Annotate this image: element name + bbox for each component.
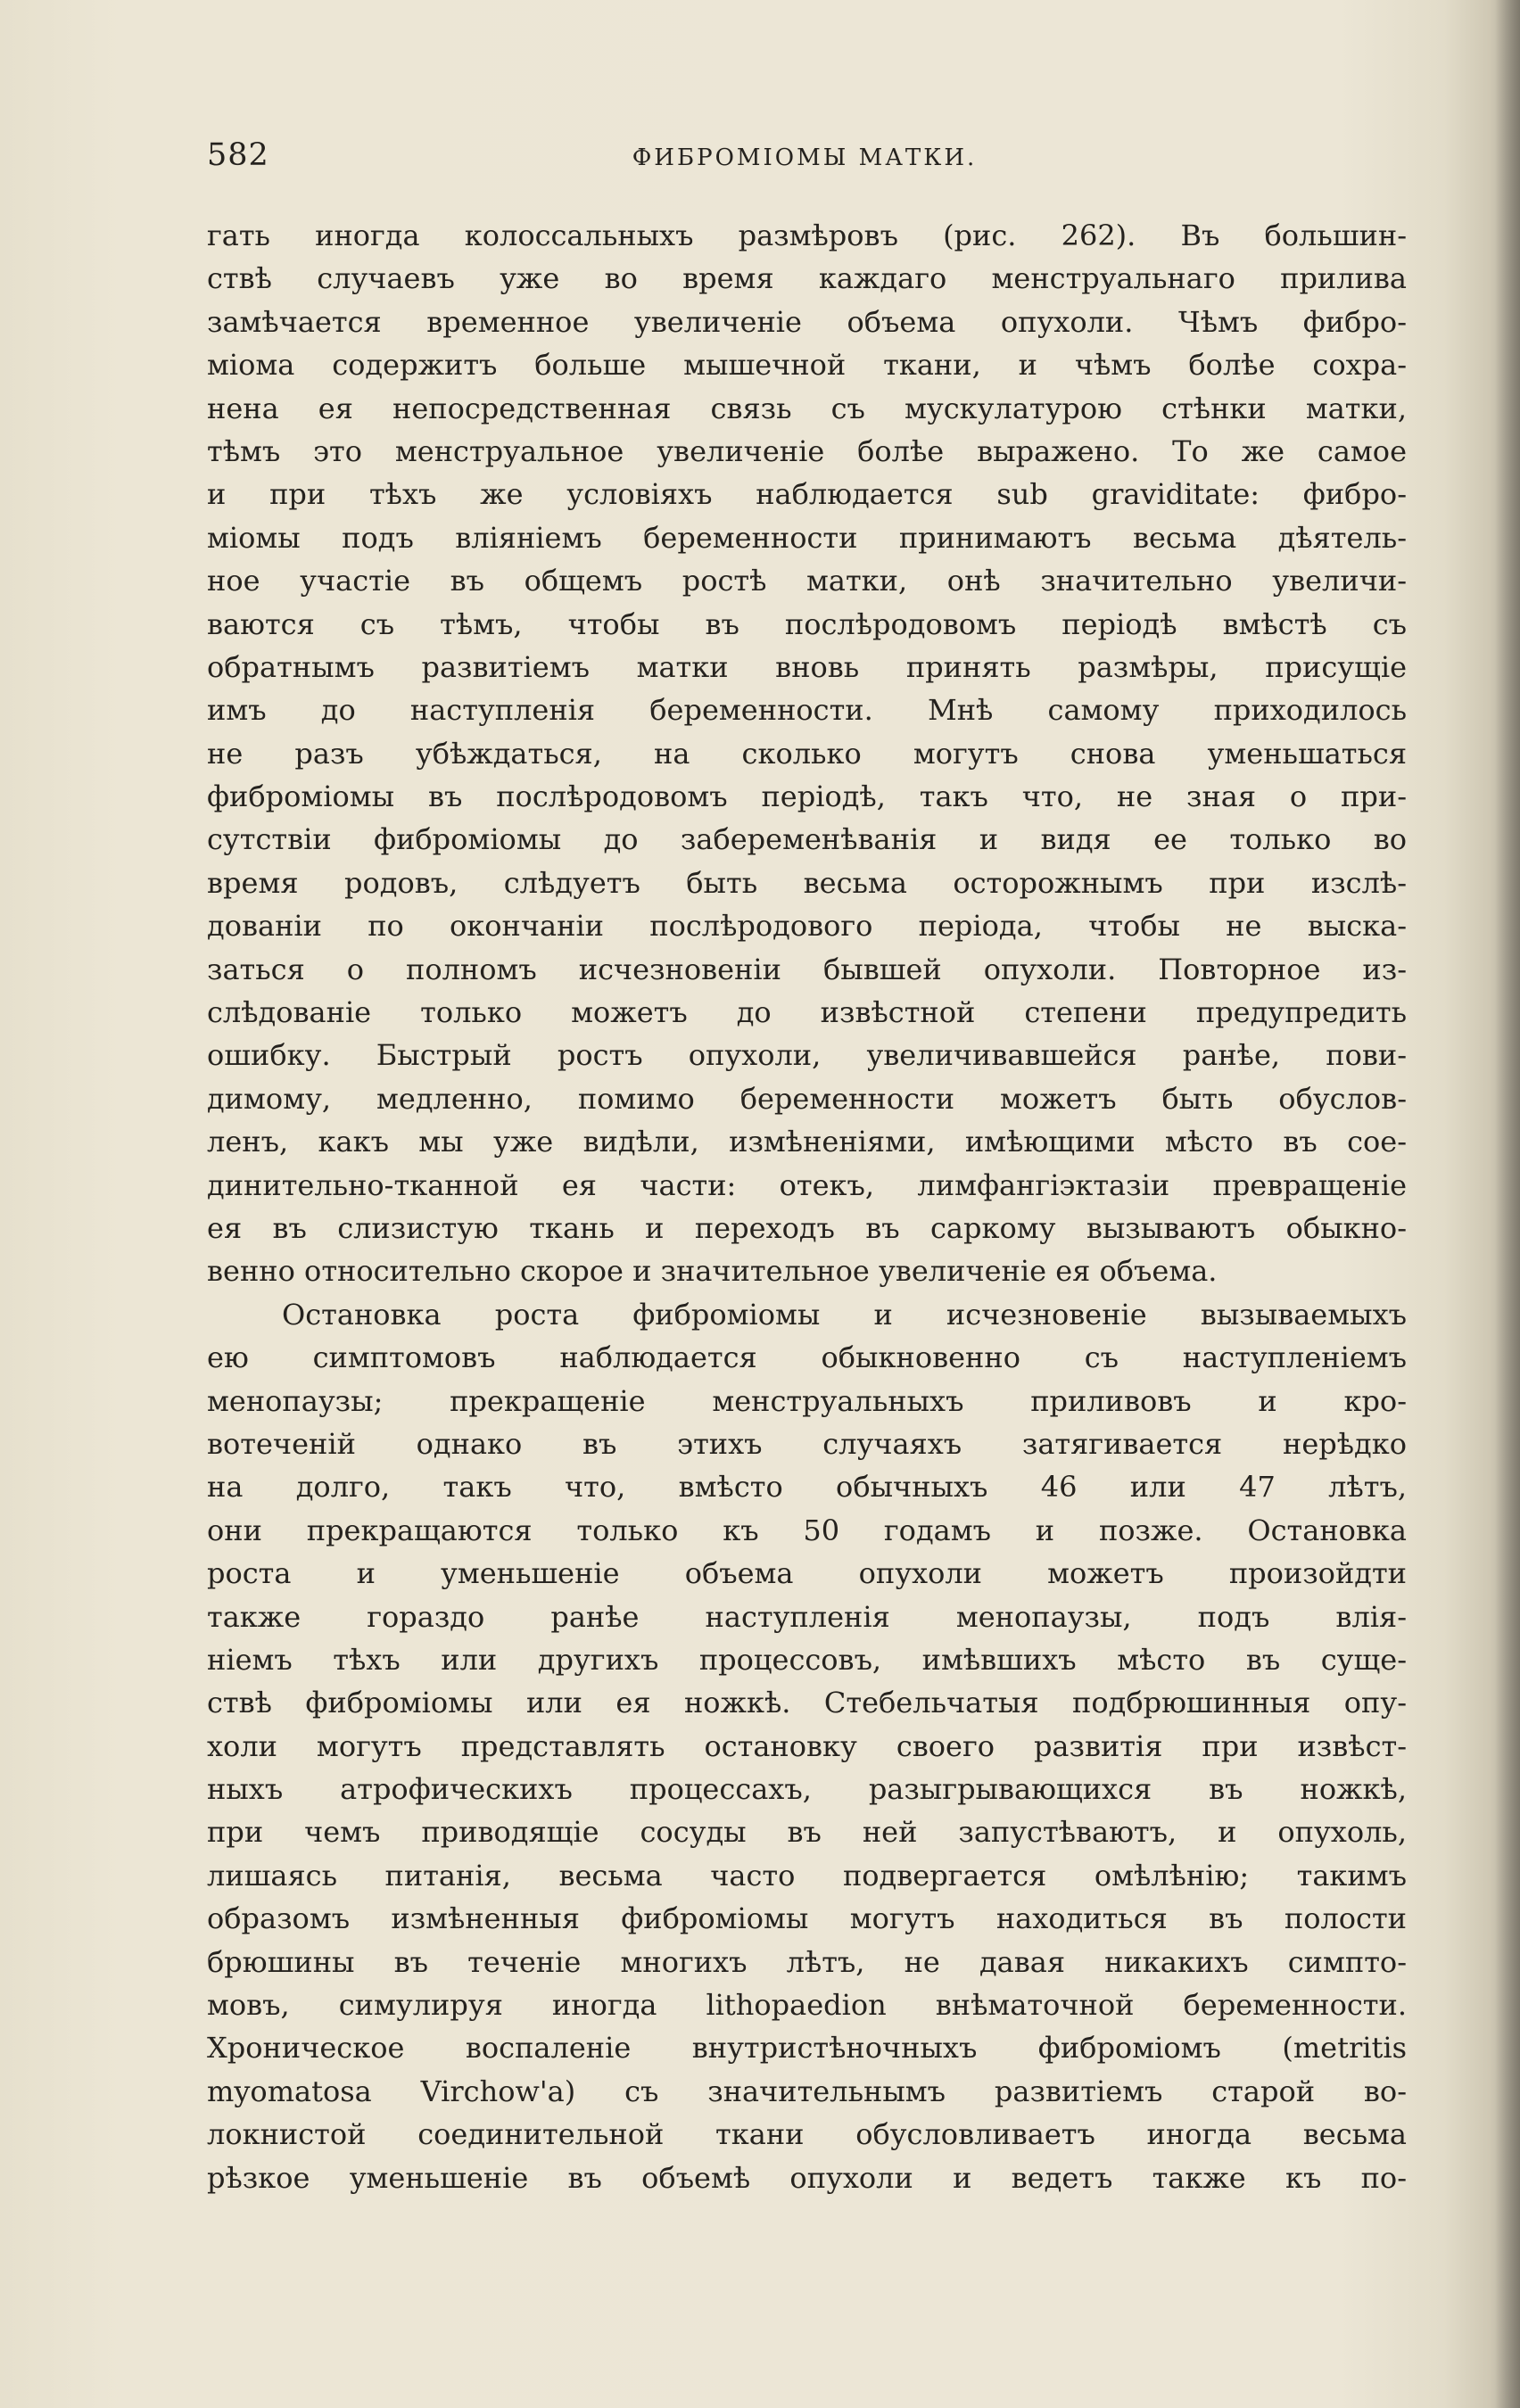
text-line: имъ до наступленія беременности. Мнѣ самому приходилось xyxy=(207,693,1407,728)
text-line: мовъ, симулируя иногда lithopaedion внѣматочной беременности. xyxy=(207,1988,1407,2023)
text-line: димому, медленно, помимо беременности можетъ быть обуслов- xyxy=(207,1081,1407,1116)
text-line: они прекращаются только къ 50 годамъ и позже. Остановка xyxy=(207,1513,1407,1547)
text-line: ствѣ фиброміомы или ея ножкѣ. Стебельчатыя подбрюшинныя опу- xyxy=(207,1686,1407,1720)
text-line: myomatosa Virchow'а) съ значительнымъ развитіемъ старой во- xyxy=(207,2074,1407,2108)
text-line: ніемъ тѣхъ или другихъ процессовъ, имѣвшихъ мѣсто въ суще- xyxy=(207,1642,1407,1677)
text-line: холи могутъ представлять остановку своего развитія при извѣст- xyxy=(207,1728,1407,1763)
text-line: также гораздо ранѣе наступленія менопаузы, подъ влія- xyxy=(207,1599,1407,1634)
text-line: гать иногда колоссальныхъ размѣровъ (рис. 262). Въ большин- xyxy=(207,219,1407,252)
page-number: 582 xyxy=(207,137,269,173)
text-line: замѣчается временное увеличеніе объема опухоли. Чѣмъ фибро- xyxy=(207,304,1407,339)
text-line: на долго, такъ что, вмѣсто обычныхъ 46 или 47 лѣтъ, xyxy=(207,1470,1407,1505)
text-line: фиброміомы въ послѣродовомъ періодѣ, такъ что, не зная о при- xyxy=(207,779,1407,814)
text-line: локнистой соединительной ткани обусловливаетъ иногда весьма xyxy=(207,2117,1407,2152)
paragraph-end-line: венно относительно скорое и значительное увеличеніе ея объема. xyxy=(207,1254,1218,1289)
text-line: ствѣ случаевъ уже во время каждаго менструальнаго прилива xyxy=(207,261,1407,296)
text-line: ныхъ атрофическихъ процессахъ, разыгрывающихся въ ножкѣ, xyxy=(207,1772,1407,1807)
text-line: ею симптомовъ наблюдается обыкновенно съ наступленіемъ xyxy=(207,1340,1407,1375)
text-line: нена ея непосредственная связь съ мускулатурою стѣнки матки, xyxy=(207,391,1407,425)
paragraph-start-line: Остановка роста фиброміомы и исчезновеніе вызываемыхъ xyxy=(282,1297,1407,1332)
text-line: ное участіе въ общемъ ростѣ матки, онѣ значительно увеличи- xyxy=(207,564,1407,598)
text-line: динительно-тканной ея части: отекъ, лимфангіэктазіи превращеніе xyxy=(207,1167,1407,1202)
text-line: менопаузы; прекращеніе менструальныхъ приливовъ и кро- xyxy=(207,1383,1407,1418)
text-line: ошибку. Быстрый ростъ опухоли, увеличивавшейся ранѣе, пови- xyxy=(207,1038,1407,1073)
text-line: міома содержитъ больше мышечной ткани, и чѣмъ болѣе сохра- xyxy=(207,348,1407,383)
page-edge-shadow xyxy=(1495,0,1520,2408)
text-line: міомы подъ вліяніемъ беременности принимаютъ весьма дѣятель- xyxy=(207,520,1407,555)
text-line: лишаясь питанія, весьма часто подвергается омѣлѣнію; такимъ xyxy=(207,1858,1407,1893)
text-line: заться о полномъ исчезновеніи бывшей опухоли. Повторное из- xyxy=(207,952,1407,986)
text-line: образомъ измѣненныя фиброміомы могутъ находиться въ полости xyxy=(207,1901,1407,1936)
text-line: время родовъ, слѣдуетъ быть весьма осторожнымъ при изслѣ- xyxy=(207,865,1407,900)
text-line: вотеченій однако въ этихъ случаяхъ затягивается нерѣдко xyxy=(207,1426,1407,1461)
text-line: и при тѣхъ же условіяхъ наблюдается sub graviditate: фибро- xyxy=(207,477,1407,512)
text-line: сутствіи фиброміомы до забеременѣванія и видя ее только во xyxy=(207,822,1407,857)
page-header xyxy=(207,134,1402,178)
body-text xyxy=(207,214,1407,2199)
text-line: дованіи по окончаніи послѣродового періода, чтобы не выска- xyxy=(207,909,1407,944)
text-line: ея въ слизистую ткань и переходъ въ саркому вызываютъ обыкно- xyxy=(207,1210,1407,1245)
text-line: слѣдованіе только можетъ до извѣстной степени предупредить xyxy=(207,995,1407,1030)
text-line: обратнымъ развитіемъ матки вновь принять размѣры, присущіе xyxy=(207,649,1407,684)
running-title: ФИБРОМІОМЫ МАТКИ. xyxy=(632,144,978,171)
text-line: ленъ, какъ мы уже видѣли, измѣненіями, имѣющими мѣсто въ сое- xyxy=(207,1125,1407,1159)
text-line: роста и уменьшеніе объема опухоли можетъ произойдти xyxy=(207,1556,1407,1591)
text-line: при чемъ приводящіе сосуды въ ней запустѣваютъ, и опухоль, xyxy=(207,1815,1407,1850)
text-line: не разъ убѣждаться, на сколько могутъ снова уменьшаться xyxy=(207,736,1407,771)
text-line: Хроническое воспаленіе внутристѣночныхъ фиброміомъ (metritis xyxy=(207,2031,1407,2066)
text-line: ваются съ тѣмъ, чтобы въ послѣродовомъ періодѣ вмѣстѣ съ xyxy=(207,606,1407,641)
text-line: тѣмъ это менструальное увеличеніе болѣе выражено. То же самое xyxy=(207,433,1407,468)
text-line: рѣзкое уменьшеніе въ объемѣ опухоли и ведетъ также къ по- xyxy=(207,2160,1407,2195)
text-line: брюшины въ теченіе многихъ лѣтъ, не давая никакихъ симпто- xyxy=(207,1944,1407,1979)
